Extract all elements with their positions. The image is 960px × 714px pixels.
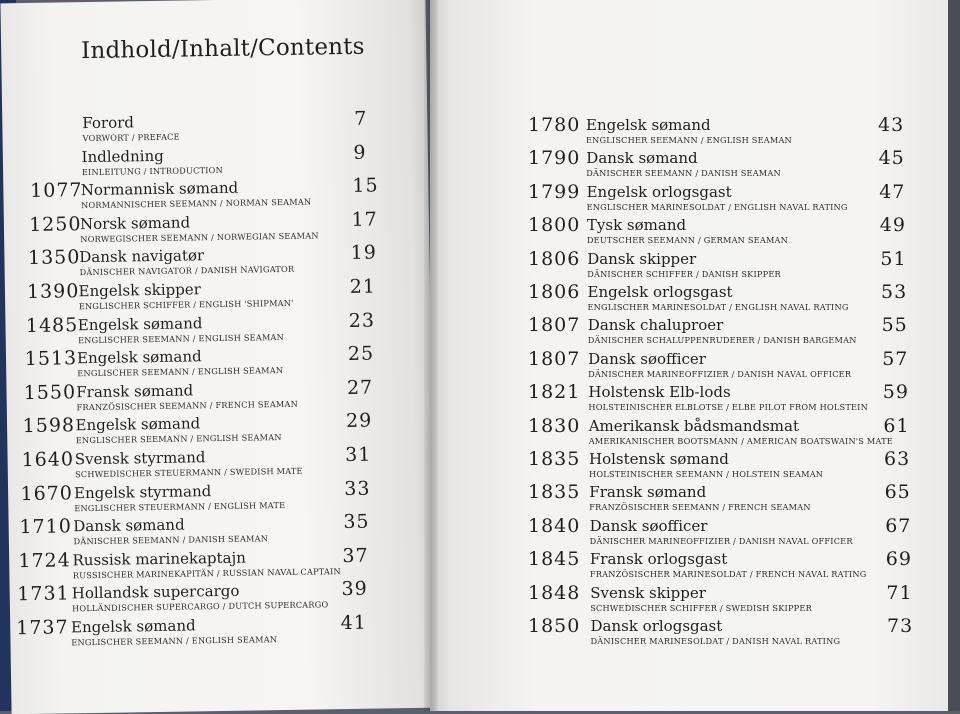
toc-subtitle: FRANZÖSISCHER SEEMANN / FRENCH SEAMAN [589,502,811,513]
toc-page-number: 17 [351,208,378,231]
toc-year: 1550 [23,381,77,404]
toc-subtitle: DÄNISCHER SCHIFFER / DANISH SKIPPER [587,268,781,279]
toc-title: Engelsk sømand [76,347,202,368]
toc-page-number: 69 [885,548,912,571]
toc-page-number: 61 [883,414,910,437]
toc-subtitle: SCHWEDISCHER STEUERMANN / SWEDISH MATE [74,465,303,480]
toc-page-number: 51 [880,247,907,270]
toc-subtitle: ENGLISCHER SEEMANN / ENGLISH SEAMAN [77,331,285,345]
toc-year: 1806 [528,281,581,303]
toc-title: Normannisk sømand [80,178,239,200]
toc-title: Russisk marinekaptajn [72,548,246,570]
toc-subtitle: RUSSISCHER MARINEKAPITÄN / RUSSIAN NAVAL CAPTAIN [72,565,341,581]
toc-subtitle: FRANZÖSISCHER SEEMANN / FRENCH SEAMAN [76,398,299,413]
toc-year: 1077 [30,179,83,203]
toc-subtitle: DÄNISCHER NAVIGATOR / DANISH NAVIGATOR [79,264,295,278]
toc-subtitle: NORMANNISCHER SEEMANN / NORMAN SEAMAN [80,196,312,211]
toc-title: Engelsk sømand [70,616,196,637]
toc-subtitle: ENGLISCHER MARINESOLDAT / ENGLISH NAVAL RATING [586,201,848,212]
toc-year: 1724 [18,549,71,572]
toc-page-number: 21 [349,275,377,298]
toc-page-number: 59 [882,381,909,404]
toc-year: 1806 [528,247,581,270]
toc-page-number: 31 [344,443,372,467]
toc-subtitle: AMERIKANISCHER BOOTSMANN / AMERICAN BOATSWAIN'S MATE [588,435,893,446]
toc-subtitle: DÄNISCHER SEEMANN / DANISH SEAMAN [586,168,781,179]
toc-year: 1250 [28,212,82,236]
toc-title: Holstensk sømand [589,450,729,468]
left-page [0,0,436,714]
toc-year: 1821 [528,381,581,404]
toc-year: 1670 [20,481,74,505]
toc-subtitle: VORWORT / PREFACE [82,131,180,144]
toc-subtitle: DÄNISCHER MARINEOFFIZIER / DANISH NAVAL OFFICER [588,368,852,379]
toc-title: Tysk sømand [586,216,687,235]
toc-page-number: 73 [887,615,914,637]
toc-page-number: 65 [884,481,911,504]
toc-subtitle: NORWEGISCHER SEEMANN / NORWEGIAN SEAMAN [80,230,319,244]
toc-page-number: 23 [348,309,376,332]
toc-title: Dansk sømand [73,515,185,536]
toc-page-number: 57 [882,347,909,370]
toc-title: Engelsk sømand [75,414,201,435]
toc-year: 1640 [21,448,75,472]
toc-year: 1807 [528,314,581,337]
toc-title: Dansk søofficer [588,349,706,368]
toc-page-number: 47 [879,180,906,203]
toc-title: Engelsk orlogsgast [586,182,732,201]
toc-title: Hollandsk supercargo [71,582,240,603]
toc-page-number: 43 [878,114,905,136]
toc-page-number: 53 [881,281,908,303]
toc-year: 1780 [528,114,581,136]
toc-year: 1710 [19,515,72,539]
toc-page-number: 37 [342,544,369,567]
toc-year: 1800 [528,214,581,237]
toc-title: Dansk chaluproer [587,316,724,335]
toc-subtitle: DEUTSCHER SEEMANN / GERMAN SEAMAN [586,235,789,246]
toc-page-number: 35 [343,510,370,534]
toc-title: Holstensk Elb-lods [588,383,731,402]
right-page [430,0,950,711]
toc-page-number: 71 [886,581,913,604]
toc-page-number: 41 [340,611,367,635]
toc-subtitle: DÄNISCHER SCHALUPPENRUDERER / DANISH BARGEMAN [587,335,857,346]
toc-title: Svensk skipper [590,583,706,602]
toc-title: Amerikansk bådsmandsmat [588,416,800,435]
toc-year: 1737 [16,616,69,640]
toc-title: Engelsk skipper [78,280,201,301]
toc-title: Dansk søofficer [589,516,708,535]
toc-year: 1790 [528,147,581,170]
toc-title: Norsk sømand [79,213,191,233]
toc-subtitle: FRANZÖSISCHER MARINESOLDAT / FRENCH NAVAL RATING [589,569,867,580]
toc-year: 1845 [528,548,581,571]
toc-subtitle: ENGLISCHER SEEMANN / ENGLISH SEAMAN [586,135,792,145]
toc-subtitle: DÄNISCHER SEEMANN / DANISH SEAMAN [73,533,269,547]
toc-subtitle: ENGLISCHER SEEMANN / ENGLISH SEAMAN [71,634,278,648]
toc-page-number: 55 [881,314,908,337]
toc-title: Dansk orlogsgast [590,617,723,635]
toc-subtitle: HOLLÄNDISCHER SUPERCARGO / DUTCH SUPERCARGO [71,599,329,614]
toc-page-number: 39 [341,578,368,601]
toc-year: 1807 [528,347,581,370]
toc-page-number: 19 [350,241,378,265]
toc-year: 1835 [528,448,581,470]
toc-subtitle: DÄNISCHER MARINESOLDAT / DANISH NAVAL RATING [590,636,841,646]
toc-title: Fransk orlogsgast [589,550,728,569]
toc-subtitle: ENGLISCHER STEUERMANN / ENGLISH MATE [74,499,286,513]
toc-title: Dansk skipper [587,249,697,268]
toc-page-number: 15 [352,174,379,198]
toc-subtitle: ENGLISCHER SEEMANN / ENGLISH SEAMAN [77,365,284,379]
toc-title: Svensk styrmand [74,448,206,469]
toc-title: Dansk sømand [586,149,698,168]
toc-title: Engelsk orlogsgast [587,283,733,301]
toc-title: Forord [82,113,135,133]
book-gutter [424,0,438,711]
toc-subtitle: EINLEITUNG / INTRODUCTION [81,164,223,177]
toc-title: Engelsk sømand [586,116,711,134]
toc-page-number: 67 [885,514,912,537]
toc-year: 1840 [528,514,581,537]
toc-subtitle: ENGLISCHER SCHIFFER / ENGLISH 'SHIPMAN' [78,297,294,312]
toc-year: 1485 [25,313,79,337]
toc-page-number: 45 [878,147,905,170]
toc-page-number: 33 [344,477,371,500]
toc-year: 1598 [22,414,76,438]
toc-year: 1731 [17,582,70,606]
toc-title: Fransk sømand [589,483,707,502]
toc-year: 1390 [26,280,80,303]
toc-subtitle: DÄNISCHER MARINEOFFIZIER / DANISH NAVAL OFFICER [589,535,853,546]
toc-title: Dansk navigatør [79,246,205,267]
toc-title: Engelsk styrmand [73,481,212,502]
toc-year: 1830 [528,414,581,437]
toc-year: 1799 [528,180,581,203]
toc-page-number: 9 [353,141,367,164]
toc-page-number: 25 [347,342,375,366]
toc-page-number: 49 [879,214,906,237]
toc-year: 1835 [528,481,581,504]
toc-subtitle: ENGLISCHER SEEMANN / ENGLISH SEAMAN [75,432,282,446]
toc-year: 1850 [528,615,581,637]
toc-year: 1350 [27,246,81,270]
toc-title: Indledning [81,146,164,166]
toc-year: 1513 [24,347,78,371]
page-title: Indhold/Inhalt/Contents [80,33,365,65]
book-edge-right [948,0,960,711]
toc-page-number: 63 [884,448,911,470]
toc-page-number: 29 [345,409,373,433]
toc-subtitle: HOLSTEINISCHER SEEMANN / HOLSTEIN SEAMAN [589,469,824,479]
toc-year: 1848 [528,581,581,604]
toc-subtitle: ENGLISCHER MARINESOLDAT / ENGLISH NAVAL RATING [587,302,849,312]
toc-title: Engelsk sømand [77,313,203,334]
toc-page-number: 27 [346,376,374,399]
toc-title: Fransk sømand [76,381,194,402]
toc-page-number: 7 [354,107,368,130]
toc-subtitle: HOLSTEINISCHER ELBLOTSE / ELBE PILOT FROM HOLSTEIN [588,402,868,413]
toc-subtitle: SCHWEDISCHER SCHIFFER / SWEDISH SKIPPER [590,602,812,613]
